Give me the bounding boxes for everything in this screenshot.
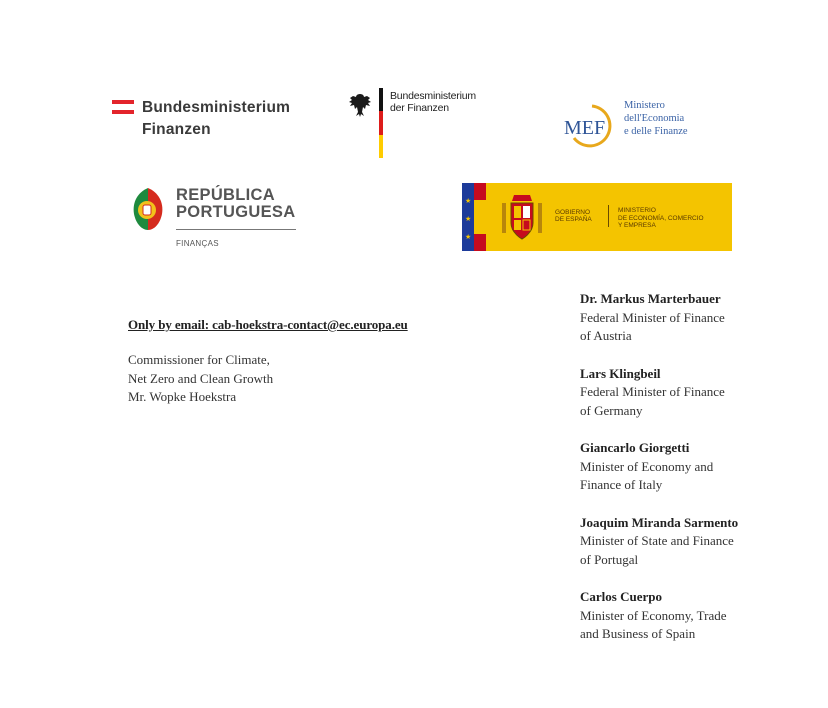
signatory (580, 588, 780, 644)
logo-spain-divider (608, 205, 609, 227)
logo-italy-line3: e delle Finanze (624, 126, 688, 137)
signatory-name: Dr. Markus Marterbauer (580, 291, 721, 306)
logo-spain-min-line2: DE ECONOMÍA, COMERCIO (618, 214, 704, 222)
svg-text:★: ★ (465, 215, 472, 223)
signatory-name: Lars Klingbeil (580, 365, 661, 381)
logo-portugal-financas (130, 184, 310, 254)
signatory (580, 514, 780, 570)
recipient-address (128, 351, 273, 407)
logo-spain-ministry (618, 207, 728, 230)
signatory-role-line1: Minister of Economy and (580, 458, 714, 474)
logo-spain-min-line1: MINISTERIO (618, 207, 656, 214)
logo-austria-bmf (112, 97, 312, 143)
signatory-role-line1: Federal Minister of Finance (580, 309, 725, 325)
logo-italy-mef (562, 96, 722, 156)
signatory-name: Carlos Cuerpo (580, 589, 662, 604)
logo-portugal-sub: FINANÇAS (176, 239, 219, 248)
logo-italy-line2: dell'Economia (624, 113, 685, 124)
logo-germany-line1: Bundesministerium (390, 90, 476, 102)
signatory (580, 365, 780, 421)
german-flag-bar (379, 88, 383, 158)
logo-portugal-line1: REPÚBLICA (176, 186, 275, 204)
svg-text:★: ★ (465, 197, 472, 205)
logo-spain-gov-line1: GOBIERNO (555, 209, 591, 216)
signatory-role-line2: Finance of Italy (580, 477, 663, 492)
logo-spain-min-line3: Y EMPRESA (618, 222, 656, 229)
recipient-line-2: Net Zero and Clean Growth (128, 370, 274, 386)
logo-portugal-divider (176, 229, 296, 230)
spain-coat-of-arms-icon (498, 191, 546, 243)
logo-italy-line1: Ministero (624, 100, 665, 111)
signatory-name: Giancarlo Giorgetti (580, 440, 690, 455)
signatory-role-line1: Minister of State and Finance (580, 533, 734, 548)
logo-germany-line2: der Finanzen (390, 102, 449, 114)
signatories-list (580, 290, 780, 663)
signatory-name: Joaquim Miranda Sarmento (580, 514, 739, 530)
recipient-line-1: Commissioner for Climate, (128, 352, 270, 367)
signatory-role-line2: of Germany (580, 402, 643, 418)
email-delivery-line[interactable]: Only by email: cab-hoekstra-contact@ec.europa.eu (128, 317, 408, 332)
logo-spain-gov-line2: DE ESPAÑA (555, 216, 592, 223)
signatory-role-line2: of Austria (580, 328, 632, 343)
eu-spain-band-icon (462, 183, 486, 251)
svg-text:★: ★ (465, 233, 472, 241)
recipient-line-3: Mr. Wopke Hoekstra (128, 389, 237, 404)
mef-acronym: MEF (564, 117, 606, 139)
signatory (580, 290, 780, 346)
logo-spain-gov (555, 209, 607, 223)
signatory (580, 439, 780, 495)
logo-austria-line1: Bundesministerium (142, 99, 291, 116)
logo-portugal-line2: PORTUGUESA (176, 203, 296, 221)
austria-flag-icon (112, 100, 134, 116)
eagle-icon (348, 92, 372, 118)
logo-germany-bmf (348, 88, 498, 160)
mef-emblem-icon (562, 102, 622, 148)
signatory-role-line1: Minister of Economy, Trade (580, 607, 727, 623)
signatory-role-line2: of Portugal (580, 551, 639, 567)
logo-spain-gobierno (462, 183, 732, 251)
portugal-emblem-icon (130, 186, 168, 232)
signatory-role-line1: Federal Minister of Finance (580, 384, 725, 399)
signatory-role-line2: and Business of Spain (580, 626, 696, 641)
logo-austria-line2: Finanzen (142, 121, 211, 138)
